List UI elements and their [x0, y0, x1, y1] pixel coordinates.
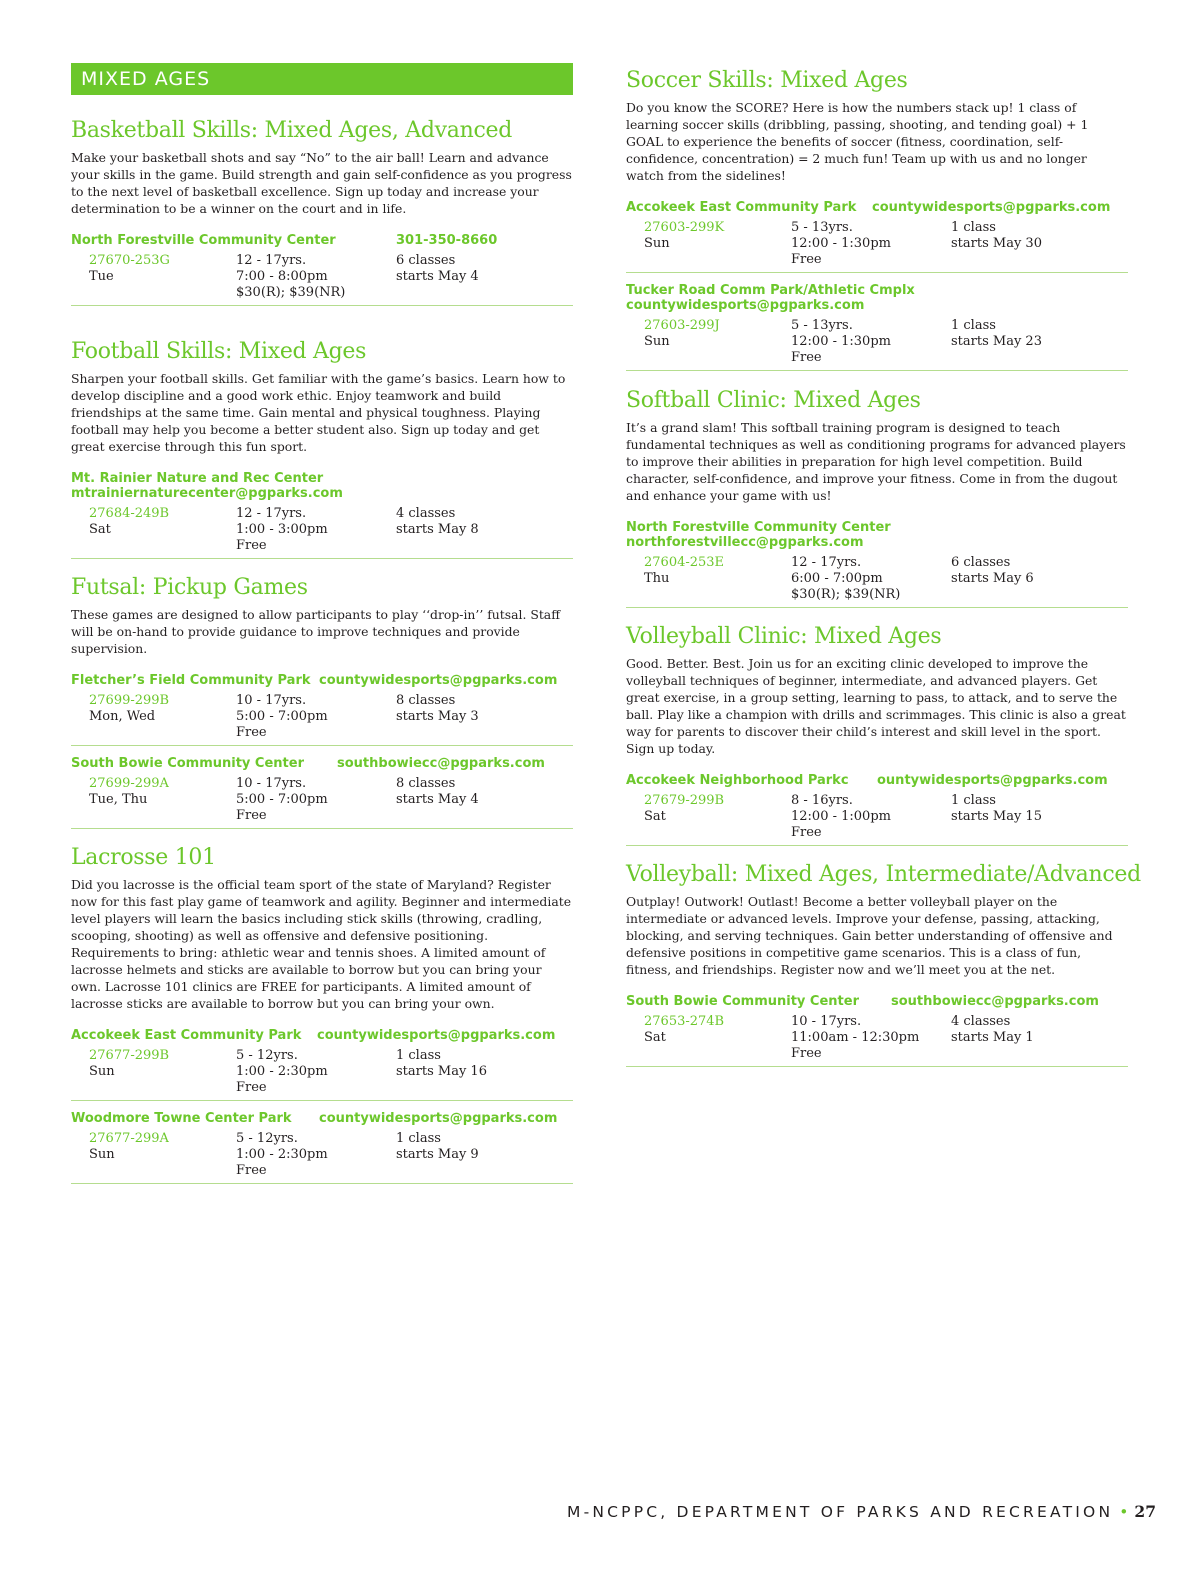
program-description: Good. Better. Best. Join us for an exciting clinic developed to improve the volleyball techniques of beginner, intermediate, and advanced players. Get great exercise, in a group setting, learning to pass, to attack, and to serve the ball. Play like a champion with drills and scrimmages. This clinic is also a great way for parents to discover their child’s interest and skill level in the sport. Sign up today.	[626, 656, 1126, 756]
location-contact: countywidesports@pgparks.com	[872, 200, 1111, 215]
course-code: 27653-274B	[644, 1014, 725, 1029]
session-details	[71, 1048, 573, 1101]
course-code: 27603-299J	[644, 318, 720, 333]
session-ages: 10 - 17yrs.	[236, 693, 307, 708]
location-contact: mtrainiernaturecenter@pgparks.com	[71, 486, 343, 501]
session-details	[71, 506, 573, 559]
session-location-line	[71, 233, 573, 248]
session-details	[71, 776, 573, 829]
session-day: Sat	[89, 522, 111, 537]
session-day: Sat	[644, 809, 666, 824]
course-code: 27684-249B	[89, 506, 170, 521]
session-day: Sun	[644, 334, 670, 349]
session-day: Thu	[644, 571, 670, 586]
course-code: 27699-299B	[89, 693, 170, 708]
session-fee: Free	[236, 538, 267, 553]
program-title: Volleyball: Mixed Ages, Intermediate/Advanced	[626, 862, 1141, 887]
program-title: Futsal: Pickup Games	[71, 575, 308, 600]
session-start: starts May 6	[951, 571, 1034, 586]
session-ages: 12 - 17yrs.	[791, 555, 862, 570]
session-time: 12:00 - 1:00pm	[791, 809, 891, 824]
session-classes: 1 class	[951, 318, 996, 333]
session	[626, 994, 1128, 1067]
session-start: starts May 3	[396, 709, 479, 724]
location-name: Fletcher’s Field Community Park	[71, 673, 311, 688]
session	[71, 673, 573, 746]
footer-separator: •	[1119, 1503, 1129, 1521]
session-fee: Free	[791, 350, 822, 365]
session-fee: Free	[236, 1080, 267, 1095]
session-time: 1:00 - 2:30pm	[236, 1064, 328, 1079]
session-location-line	[626, 283, 1128, 313]
footer-text: M-NCPPC, DEPARTMENT OF PARKS AND RECREATION	[567, 1503, 1114, 1521]
location-name: Accokeek East Community Park	[71, 1028, 302, 1043]
session-start: starts May 16	[396, 1064, 487, 1079]
session-fee: $30(R); $39(NR)	[236, 285, 346, 300]
session-time: 7:00 - 8:00pm	[236, 269, 328, 284]
session-ages: 12 - 17yrs.	[236, 253, 307, 268]
section-header: MIXED AGES	[71, 63, 573, 95]
session	[71, 1111, 573, 1184]
session-day: Tue	[89, 269, 114, 284]
program-futsal	[71, 574, 573, 829]
session	[71, 1028, 573, 1101]
course-code: 27670-253G	[89, 253, 170, 268]
session-classes: 6 classes	[951, 555, 1011, 570]
location-name: Tucker Road Comm Park/Athletic Cmplx	[626, 283, 915, 298]
session-classes: 4 classes	[951, 1014, 1011, 1029]
session-details	[626, 220, 1128, 273]
course-code: 27677-299B	[89, 1048, 170, 1063]
session-classes: 4 classes	[396, 506, 456, 521]
session-day: Mon, Wed	[89, 709, 156, 724]
session-fee: $30(R); $39(NR)	[791, 587, 901, 602]
session-day: Tue, Thu	[89, 792, 148, 807]
session-classes: 1 class	[951, 220, 996, 235]
session-classes: 1 class	[951, 793, 996, 808]
session-location-line	[626, 773, 1128, 788]
session-location-line	[71, 756, 573, 771]
location-contact: countywidesports@pgparks.com	[317, 1028, 556, 1043]
session-classes: 1 class	[396, 1048, 441, 1063]
program-description: Make your basketball shots and say “No” to the air ball! Learn and advance your skills in the game. Build strength and gain self-confidence as you progress to the next level of basketball excellence. Sign up today and increase your determination to be a winner on the court and in life.	[71, 150, 572, 216]
session-classes: 8 classes	[396, 693, 456, 708]
location-contact: northforestvillecc@pgparks.com	[626, 535, 864, 550]
session-location-line	[626, 200, 1128, 215]
course-code: 27699-299A	[89, 776, 169, 791]
session-time: 11:00am - 12:30pm	[791, 1030, 920, 1045]
location-contact: countywidesports@pgparks.com	[626, 298, 865, 313]
location-name: Accokeek Neighborhood Parkc	[626, 773, 849, 788]
session-time: 6:00 - 7:00pm	[791, 571, 883, 586]
session	[71, 233, 573, 306]
session-ages: 12 - 17yrs.	[236, 506, 307, 521]
session	[71, 756, 573, 829]
location-contact: southbowiecc@pgparks.com	[891, 994, 1099, 1009]
program-volleyball-advanced	[626, 861, 1141, 1067]
session-start: starts May 8	[396, 522, 479, 537]
location-name: Accokeek East Community Park	[626, 200, 857, 215]
session-ages: 5 - 13yrs.	[791, 220, 853, 235]
session-start: starts May 4	[396, 269, 479, 284]
session-start: starts May 9	[396, 1147, 479, 1162]
program-lacrosse	[71, 844, 573, 1184]
session-details	[626, 318, 1128, 371]
session	[626, 283, 1128, 371]
session-time: 5:00 - 7:00pm	[236, 792, 328, 807]
location-name: North Forestville Community Center	[71, 233, 336, 248]
program-volleyball-clinic	[626, 623, 1128, 846]
program-description: It’s a grand slam! This softball training program is designed to teach fundamental techniques as well as conditioning programs for advanced players to improve their abilities in preparation for high level competition. Build character, self-confidence, and improve your fitness. Come in from the dugout and enhance your game with us!	[626, 420, 1126, 503]
program-description: These games are designed to allow participants to play ‘‘drop-in’’ futsal. Staff will be on-hand to provide guidance to improve techniques and provide supervision.	[71, 607, 561, 656]
session-ages: 10 - 17yrs.	[791, 1014, 862, 1029]
location-name: South Bowie Community Center	[71, 756, 304, 771]
session-details	[626, 793, 1128, 846]
session-time: 1:00 - 3:00pm	[236, 522, 328, 537]
session-details	[71, 253, 573, 306]
location-contact: southbowiecc@pgparks.com	[337, 756, 545, 771]
session-fee: Free	[236, 808, 267, 823]
session-ages: 5 - 13yrs.	[791, 318, 853, 333]
session-location-line	[626, 994, 1128, 1009]
session-location-line	[71, 471, 573, 501]
program-title: Basketball Skills: Mixed Ages, Advanced	[71, 118, 512, 143]
session-fee: Free	[236, 1163, 267, 1178]
session-details	[71, 1131, 573, 1184]
location-contact: countywidesports@pgparks.com	[319, 1111, 558, 1126]
session-ages: 5 - 12yrs.	[236, 1131, 298, 1146]
program-basketball	[71, 117, 573, 306]
session	[626, 200, 1128, 273]
program-title: Lacrosse 101	[71, 845, 216, 870]
session-time: 1:00 - 2:30pm	[236, 1147, 328, 1162]
program-soccer	[626, 67, 1128, 371]
location-name: Woodmore Towne Center Park	[71, 1111, 292, 1126]
location-name: South Bowie Community Center	[626, 994, 859, 1009]
program-description: Sharpen your football skills. Get familiar with the game’s basics. Learn how to develop discipline and a good work ethic. Enjoy teamwork and build friendships at the same time. Gain mental and physical toughness. Playing football may help you become a better student also. Sign up today and get great exercise through this fun sport.	[71, 371, 566, 454]
session-day: Sun	[89, 1064, 115, 1079]
program-description: Did you lacrosse is the official team sport of the state of Maryland? Register now for this fast play game of teamwork and agility. Beginner and intermediate level players will learn the basics including stick skills (throwing, cradling, scooping, shooting) as well as offensive and defensive positioning. Requirements to bring: athletic wear and tennis shoes. A limited amount of lacrosse helmets and sticks are available to borrow but you can bring your own. Lacrosse 101 clinics are FREE for participants. A limited amount of lacrosse sticks are available to borrow but you can bring your own.	[71, 877, 572, 1011]
session-ages: 8 - 16yrs.	[791, 793, 853, 808]
course-code: 27677-299A	[89, 1131, 169, 1146]
session-location-line	[626, 520, 1128, 550]
session-ages: 10 - 17yrs.	[236, 776, 307, 791]
session-details	[71, 693, 573, 746]
session-details	[626, 1014, 1128, 1067]
program-title: Football Skills: Mixed Ages	[71, 339, 367, 364]
session-day: Sun	[89, 1147, 115, 1162]
session-start: starts May 1	[951, 1030, 1034, 1045]
location-name: Mt. Rainier Nature and Rec Center	[71, 471, 324, 486]
session	[71, 471, 573, 559]
session-start: starts May 15	[951, 809, 1042, 824]
location-contact: countywidesports@pgparks.com	[319, 673, 558, 688]
session-classes: 8 classes	[396, 776, 456, 791]
program-title: Softball Clinic: Mixed Ages	[626, 388, 921, 413]
location-contact: 301-350-8660	[396, 233, 498, 248]
program-title: Soccer Skills: Mixed Ages	[626, 68, 908, 93]
session-location-line	[71, 1111, 573, 1126]
session-time: 5:00 - 7:00pm	[236, 709, 328, 724]
session-classes: 6 classes	[396, 253, 456, 268]
session-ages: 5 - 12yrs.	[236, 1048, 298, 1063]
session-start: starts May 30	[951, 236, 1042, 251]
session-day: Sat	[644, 1030, 666, 1045]
location-contact: ountywidesports@pgparks.com	[877, 773, 1108, 788]
session-start: starts May 4	[396, 792, 479, 807]
session-time: 12:00 - 1:30pm	[791, 236, 891, 251]
program-softball	[626, 387, 1128, 608]
location-name: North Forestville Community Center	[626, 520, 891, 535]
program-description: Outplay! Outwork! Outlast! Become a better volleyball player on the intermediate or advanced levels. Improve your defense, passing, attacking, blocking, and serving techniques. Gain better understanding of offensive and defensive positions in competitive game scenarios. This is a class of fun, fitness, and friendships. Register now and we’ll meet you at the net.	[626, 894, 1113, 977]
course-code: 27604-253E	[644, 555, 725, 570]
session	[626, 773, 1128, 846]
course-code: 27679-299B	[644, 793, 725, 808]
program-football	[71, 338, 573, 559]
session-day: Sun	[644, 236, 670, 251]
program-description: Do you know the SCORE? Here is how the numbers stack up! 1 class of learning soccer skills (dribbling, passing, shooting, and tending goal) + 1 GOAL to experience the benefits of soccer (fitness, coordination, self-confidence, concentration) = 2 much fun! Team up with us and no longer watch from the sidelines!	[626, 100, 1089, 183]
session-fee: Free	[791, 1046, 822, 1061]
session-classes: 1 class	[396, 1131, 441, 1146]
page-number: 27	[1134, 1502, 1156, 1521]
session-fee: Free	[791, 252, 822, 267]
session-start: starts May 23	[951, 334, 1042, 349]
session	[626, 520, 1128, 608]
program-title: Volleyball Clinic: Mixed Ages	[626, 624, 942, 649]
session-time: 12:00 - 1:30pm	[791, 334, 891, 349]
session-details	[626, 555, 1128, 608]
page-footer	[567, 1502, 1156, 1524]
session-fee: Free	[791, 825, 822, 840]
course-code: 27603-299K	[644, 220, 725, 235]
session-fee: Free	[236, 725, 267, 740]
session-location-line	[71, 1028, 573, 1043]
session-location-line	[71, 673, 573, 688]
